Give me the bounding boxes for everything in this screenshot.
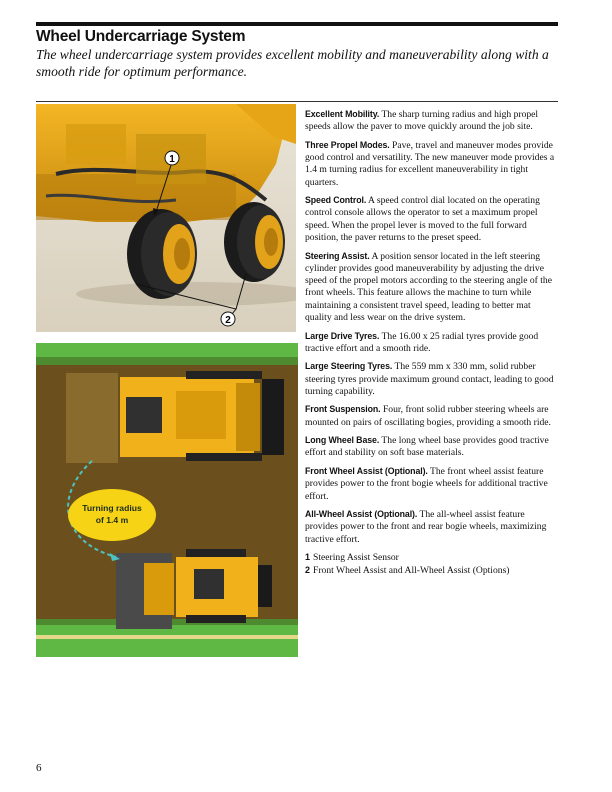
legend-item: 1 Steering Assist Sensor: [305, 552, 399, 564]
photo-marker-1: [165, 151, 179, 165]
undercarriage-photo: [36, 104, 296, 332]
feature-paragraph: All-Wheel Assist (Optional). The all-wheel assist feature provides power to the front and rear bogie wheels, maximizing tractive effort.: [305, 509, 547, 545]
svg-text:Turning radius: Turning radius: [82, 503, 142, 513]
feature-paragraph: Large Steering Tyres. The 559 mm x 330 mm, solid rubber steering tyres provide maximum ground contact, leading to good turning capability.: [305, 361, 554, 397]
turning-radius-illustration: [36, 343, 298, 657]
feature-paragraph: Front Suspension. Four, front solid rubber steering wheels are mounted on pairs of oscillating bogies, providing a smooth ride.: [305, 404, 551, 428]
turning-radius-callout: [68, 489, 156, 541]
features-column: [305, 108, 559, 578]
svg-text:of 1.4 m: of 1.4 m: [95, 515, 129, 525]
top-rule: [36, 22, 558, 26]
feature-paragraph: Front Wheel Assist (Optional). The front wheel assist feature provides power to the front bogie wheels for additional tractive effort.: [305, 465, 548, 502]
feature-paragraph: Long Wheel Base. The long wheel base provides good tractive effort and stability on soft base materials.: [305, 435, 549, 459]
page-title: Wheel Undercarriage System: [36, 28, 246, 45]
drive-tyre-rear: [224, 202, 285, 282]
feature-paragraph: Steering Assist. A position sensor located in the left steering cylinder provides good maneuverability by adjusting the drive speed of the propel motors according to the steering angle of the front wheels. This feature allows the machine to turn while maintaining a consistent travel speed, leading to better mat quality and less wear on the drive system.: [305, 250, 552, 324]
page-subtitle: The wheel undercarriage system provides excellent mobility and maneuverability along with a smooth ride for optimum performance.: [36, 47, 549, 79]
photo-marker-2: [221, 312, 235, 326]
page-number: 6: [36, 762, 42, 774]
svg-text:2: 2: [225, 315, 231, 326]
feature-paragraph: Speed Control. A speed control dial located on the operating control console allows the operator to set a maximum propel speed. When the propel lever is moved to the full forward position, the paver returns to the preset speed.: [305, 195, 540, 244]
feature-paragraph: Three Propel Modes. Pave, travel and maneuver modes provide good control and versatility. The new maneuver mode provides a 1.4 m turning radius for excellent maneuverability in tight quarters.: [305, 139, 555, 188]
paver-top-view-1: [66, 371, 284, 463]
section-rule: [36, 101, 558, 102]
figure-legend: [305, 551, 559, 578]
drive-tyre-front: [127, 209, 197, 299]
feature-paragraph: Large Drive Tyres. The 16.00 x 25 radial tyres provide good tractive effort and a smooth ride.: [305, 330, 539, 354]
feature-paragraph: Excellent Mobility. The sharp turning radius and high propel speeds allow the paver to move quickly around the job site.: [305, 109, 539, 133]
legend-item: 2 Front Wheel Assist and All-Wheel Assist (Options): [305, 565, 510, 577]
svg-text:1: 1: [169, 154, 175, 165]
paver-top-view-2: [116, 549, 272, 629]
